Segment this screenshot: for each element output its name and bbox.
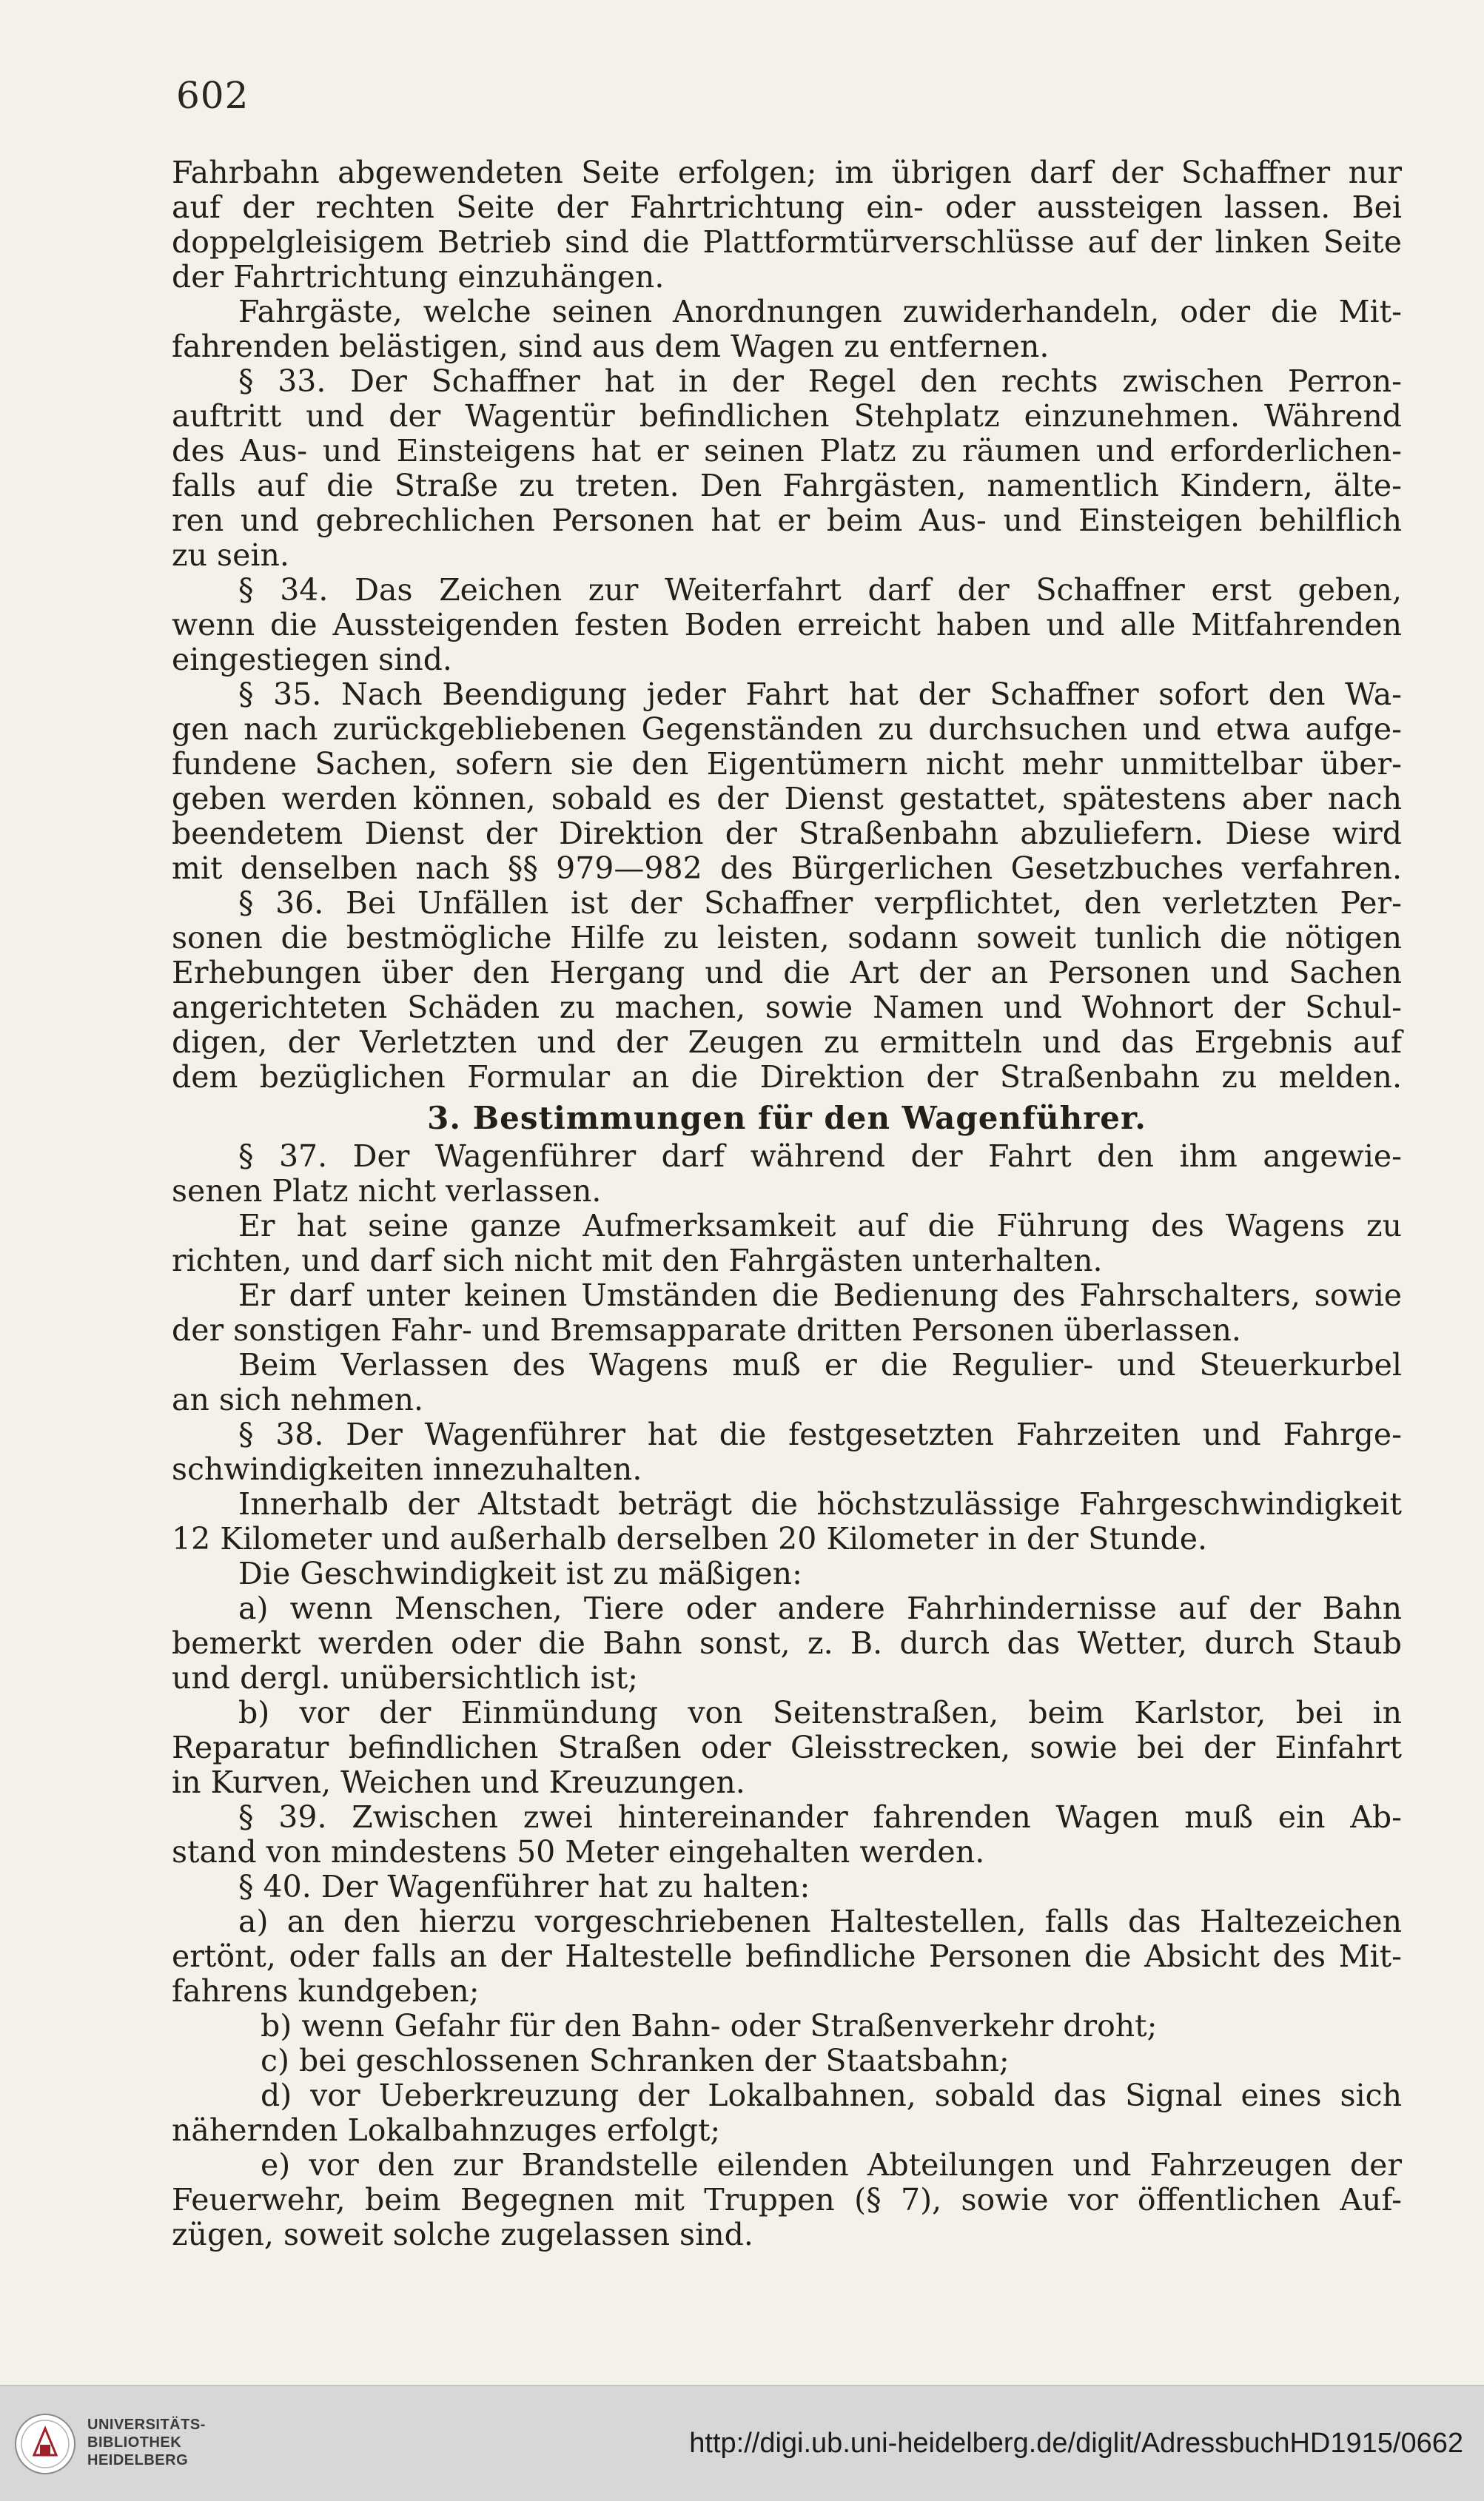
text-line: a) wenn Menschen, Tiere oder andere Fahrhindernisse auf der Bahn <box>238 1591 1402 1626</box>
text-line: dem bezüglichen Formular an die Direktion der Straßenbahn zu melden. <box>172 1059 1402 1095</box>
text-line: angerichteten Schäden zu machen, sowie Namen und Wohnort der Schul- <box>172 990 1402 1025</box>
library-logo-text <box>87 2416 206 2469</box>
text-line: b) wenn Gefahr für den Bahn- oder Straßenverkehr droht; <box>261 2008 1158 2044</box>
text-line: auftritt und der Wagentür befindlichen Stehplatz einzunehmen. Während <box>172 398 1402 434</box>
page-number: 602 <box>176 74 249 117</box>
text-line: b) vor der Einmündung von Seitenstraßen, beim Karlstor, bei in <box>238 1695 1402 1730</box>
text-line: wenn die Aussteigenden festen Boden erreicht haben und alle Mitfahrenden <box>172 607 1402 642</box>
text-line: c) bei geschlossenen Schranken der Staatsbahn; <box>261 2043 1010 2078</box>
text-line: 12 Kilometer und außerhalb derselben 20 Kilometer in der Stunde. <box>172 1521 1208 1557</box>
text-line: an sich nehmen. <box>172 1382 424 1417</box>
viewer-footer <box>0 2385 1484 2501</box>
text-line: fahrenden belästigen, sind aus dem Wagen zu entfernen. <box>172 329 1050 364</box>
logo-line: HEIDELBERG <box>87 2452 189 2468</box>
text-line: Feuerwehr, beim Begegnen mit Truppen (§ 7), sowie vor öffentlichen Auf- <box>172 2182 1402 2218</box>
text-line: Reparatur befindlichen Straßen oder Gleisstrecken, sowie bei der Einfahrt <box>172 1730 1402 1765</box>
text-line: sonen die bestmögliche Hilfe zu leisten, sodann soweit tunlich die nötigen <box>172 920 1402 956</box>
text-line: schwindigkeiten innezuhalten. <box>172 1451 642 1487</box>
text-line: beendetem Dienst der Direktion der Straßenbahn abzuliefern. Diese wird <box>172 816 1402 851</box>
text-line: § 39. Zwischen zwei hintereinander fahrenden Wagen muß ein Ab- <box>238 1799 1402 1835</box>
text-line: ren und gebrechlichen Personen hat er beim Aus- und Einsteigen behilflich <box>172 503 1402 538</box>
text-line: § 33. Der Schaffner hat in der Regel den rechts zwischen Perron- <box>238 363 1402 399</box>
text-line: doppelgleisigem Betrieb sind die Plattformtürverschlüsse auf der linken Seite <box>172 224 1402 260</box>
text-line: des Aus- und Einsteigens hat er seinen Platz zu räumen und erforderlichen- <box>172 433 1402 469</box>
text-line: digen, der Verletzten und der Zeugen zu ermitteln und das Ergebnis auf <box>172 1024 1402 1060</box>
text-line: bemerkt werden oder die Bahn sonst, z. B. durch das Wetter, durch Staub <box>172 1625 1402 1661</box>
text-line: der Fahrtrichtung einzuhängen. <box>172 259 665 295</box>
text-line: falls auf die Straße zu treten. Den Fahrgästen, namentlich Kindern, älte- <box>172 468 1402 503</box>
university-seal-icon <box>13 2412 77 2476</box>
text-line: Die Geschwindigkeit ist zu mäßigen: <box>238 1556 802 1591</box>
text-line: zu sein. <box>172 537 289 573</box>
text-line: nähernden Lokalbahnzuges erfolgt; <box>172 2112 721 2148</box>
text-line: Beim Verlassen des Wagens muß er die Regulier- und Steuerkurbel <box>238 1347 1402 1383</box>
text-line: fundene Sachen, sofern sie den Eigentümern nicht mehr unmittelbar über- <box>172 746 1402 782</box>
text-line: mit denselben nach §§ 979—982 des Bürgerlichen Gesetzbuches verfahren. <box>172 850 1402 886</box>
text-line: § 34. Das Zeichen zur Weiterfahrt darf der Schaffner erst geben, <box>238 572 1402 608</box>
text-line: auf der rechten Seite der Fahrtrichtung ein- oder aussteigen lassen. Bei <box>172 189 1402 225</box>
text-line: ertönt, oder falls an der Haltestelle befindliche Personen die Absicht des Mit- <box>172 1938 1402 1974</box>
logo-line: BIBLIOTHEK <box>87 2434 182 2451</box>
text-line: § 38. Der Wagenführer hat die festgesetzten Fahrzeiten und Fahrge- <box>238 1417 1402 1452</box>
text-line: richten, und darf sich nicht mit den Fahrgästen unterhalten. <box>172 1243 1103 1278</box>
text-line: und dergl. unübersichtlich ist; <box>172 1660 639 1696</box>
body-text <box>172 155 1402 2252</box>
text-line: Erhebungen über den Hergang und die Art der an Personen und Sachen <box>172 955 1402 990</box>
text-line: gen nach zurückgebliebenen Gegenständen zu durchsuchen und etwa aufge- <box>172 711 1402 747</box>
source-url-link[interactable]: http://digi.ub.uni-heidelberg.de/diglit/AdressbuchHD1915/0662 <box>689 2428 1463 2459</box>
text-line: a) an den hierzu vorgeschriebenen Haltestellen, falls das Haltezeichen <box>238 1904 1402 1939</box>
text-line: Er hat seine ganze Aufmerksamkeit auf die Führung des Wagens zu <box>238 1208 1402 1243</box>
text-line: Fahrbahn abgewendeten Seite erfolgen; im übrigen darf der Schaffner nur <box>172 155 1402 190</box>
text-line: Innerhalb der Altstadt beträgt die höchstzulässige Fahrgeschwindigkeit <box>238 1486 1402 1522</box>
text-line: geben werden können, sobald es der Dienst gestattet, spätestens aber nach <box>172 781 1402 816</box>
text-line: senen Platz nicht verlassen. <box>172 1173 602 1209</box>
text-line: § 40. Der Wagenführer hat zu halten: <box>238 1869 810 1904</box>
text-line: § 35. Nach Beendigung jeder Fahrt hat der Schaffner sofort den Wa- <box>238 677 1402 712</box>
text-line: Fahrgäste, welche seinen Anordnungen zuwiderhandeln, oder die Mit- <box>238 294 1402 329</box>
text-line: § 37. Der Wagenführer darf während der Fahrt den ihm angewie- <box>238 1138 1402 1174</box>
text-line: § 36. Bei Unfällen ist der Schaffner verpflichtet, den verletzten Per- <box>238 885 1402 921</box>
text-line: zügen, soweit solche zugelassen sind. <box>172 2217 753 2252</box>
logo-line: UNIVERSITÄTS- <box>87 2417 206 2433</box>
text-line: der sonstigen Fahr- und Bremsapparate dritten Personen überlassen. <box>172 1312 1241 1348</box>
text-line: stand von mindestens 50 Meter eingehalten werden. <box>172 1834 985 1870</box>
text-line: e) vor den zur Brandstelle eilenden Abteilungen und Fahrzeugen der <box>261 2147 1402 2183</box>
text-line: Er darf unter keinen Umständen die Bedienung des Fahrschalters, sowie <box>238 1278 1402 1313</box>
text-line: d) vor Ueberkreuzung der Lokalbahnen, sobald das Signal eines sich <box>261 2078 1402 2113</box>
text-line: in Kurven, Weichen und Kreuzungen. <box>172 1765 745 1800</box>
text-line: eingestiegen sind. <box>172 642 452 677</box>
section-heading: 3. Bestimmungen für den Wagenführer. <box>427 1100 1146 1136</box>
text-line: fahrens kundgeben; <box>172 1973 480 2009</box>
